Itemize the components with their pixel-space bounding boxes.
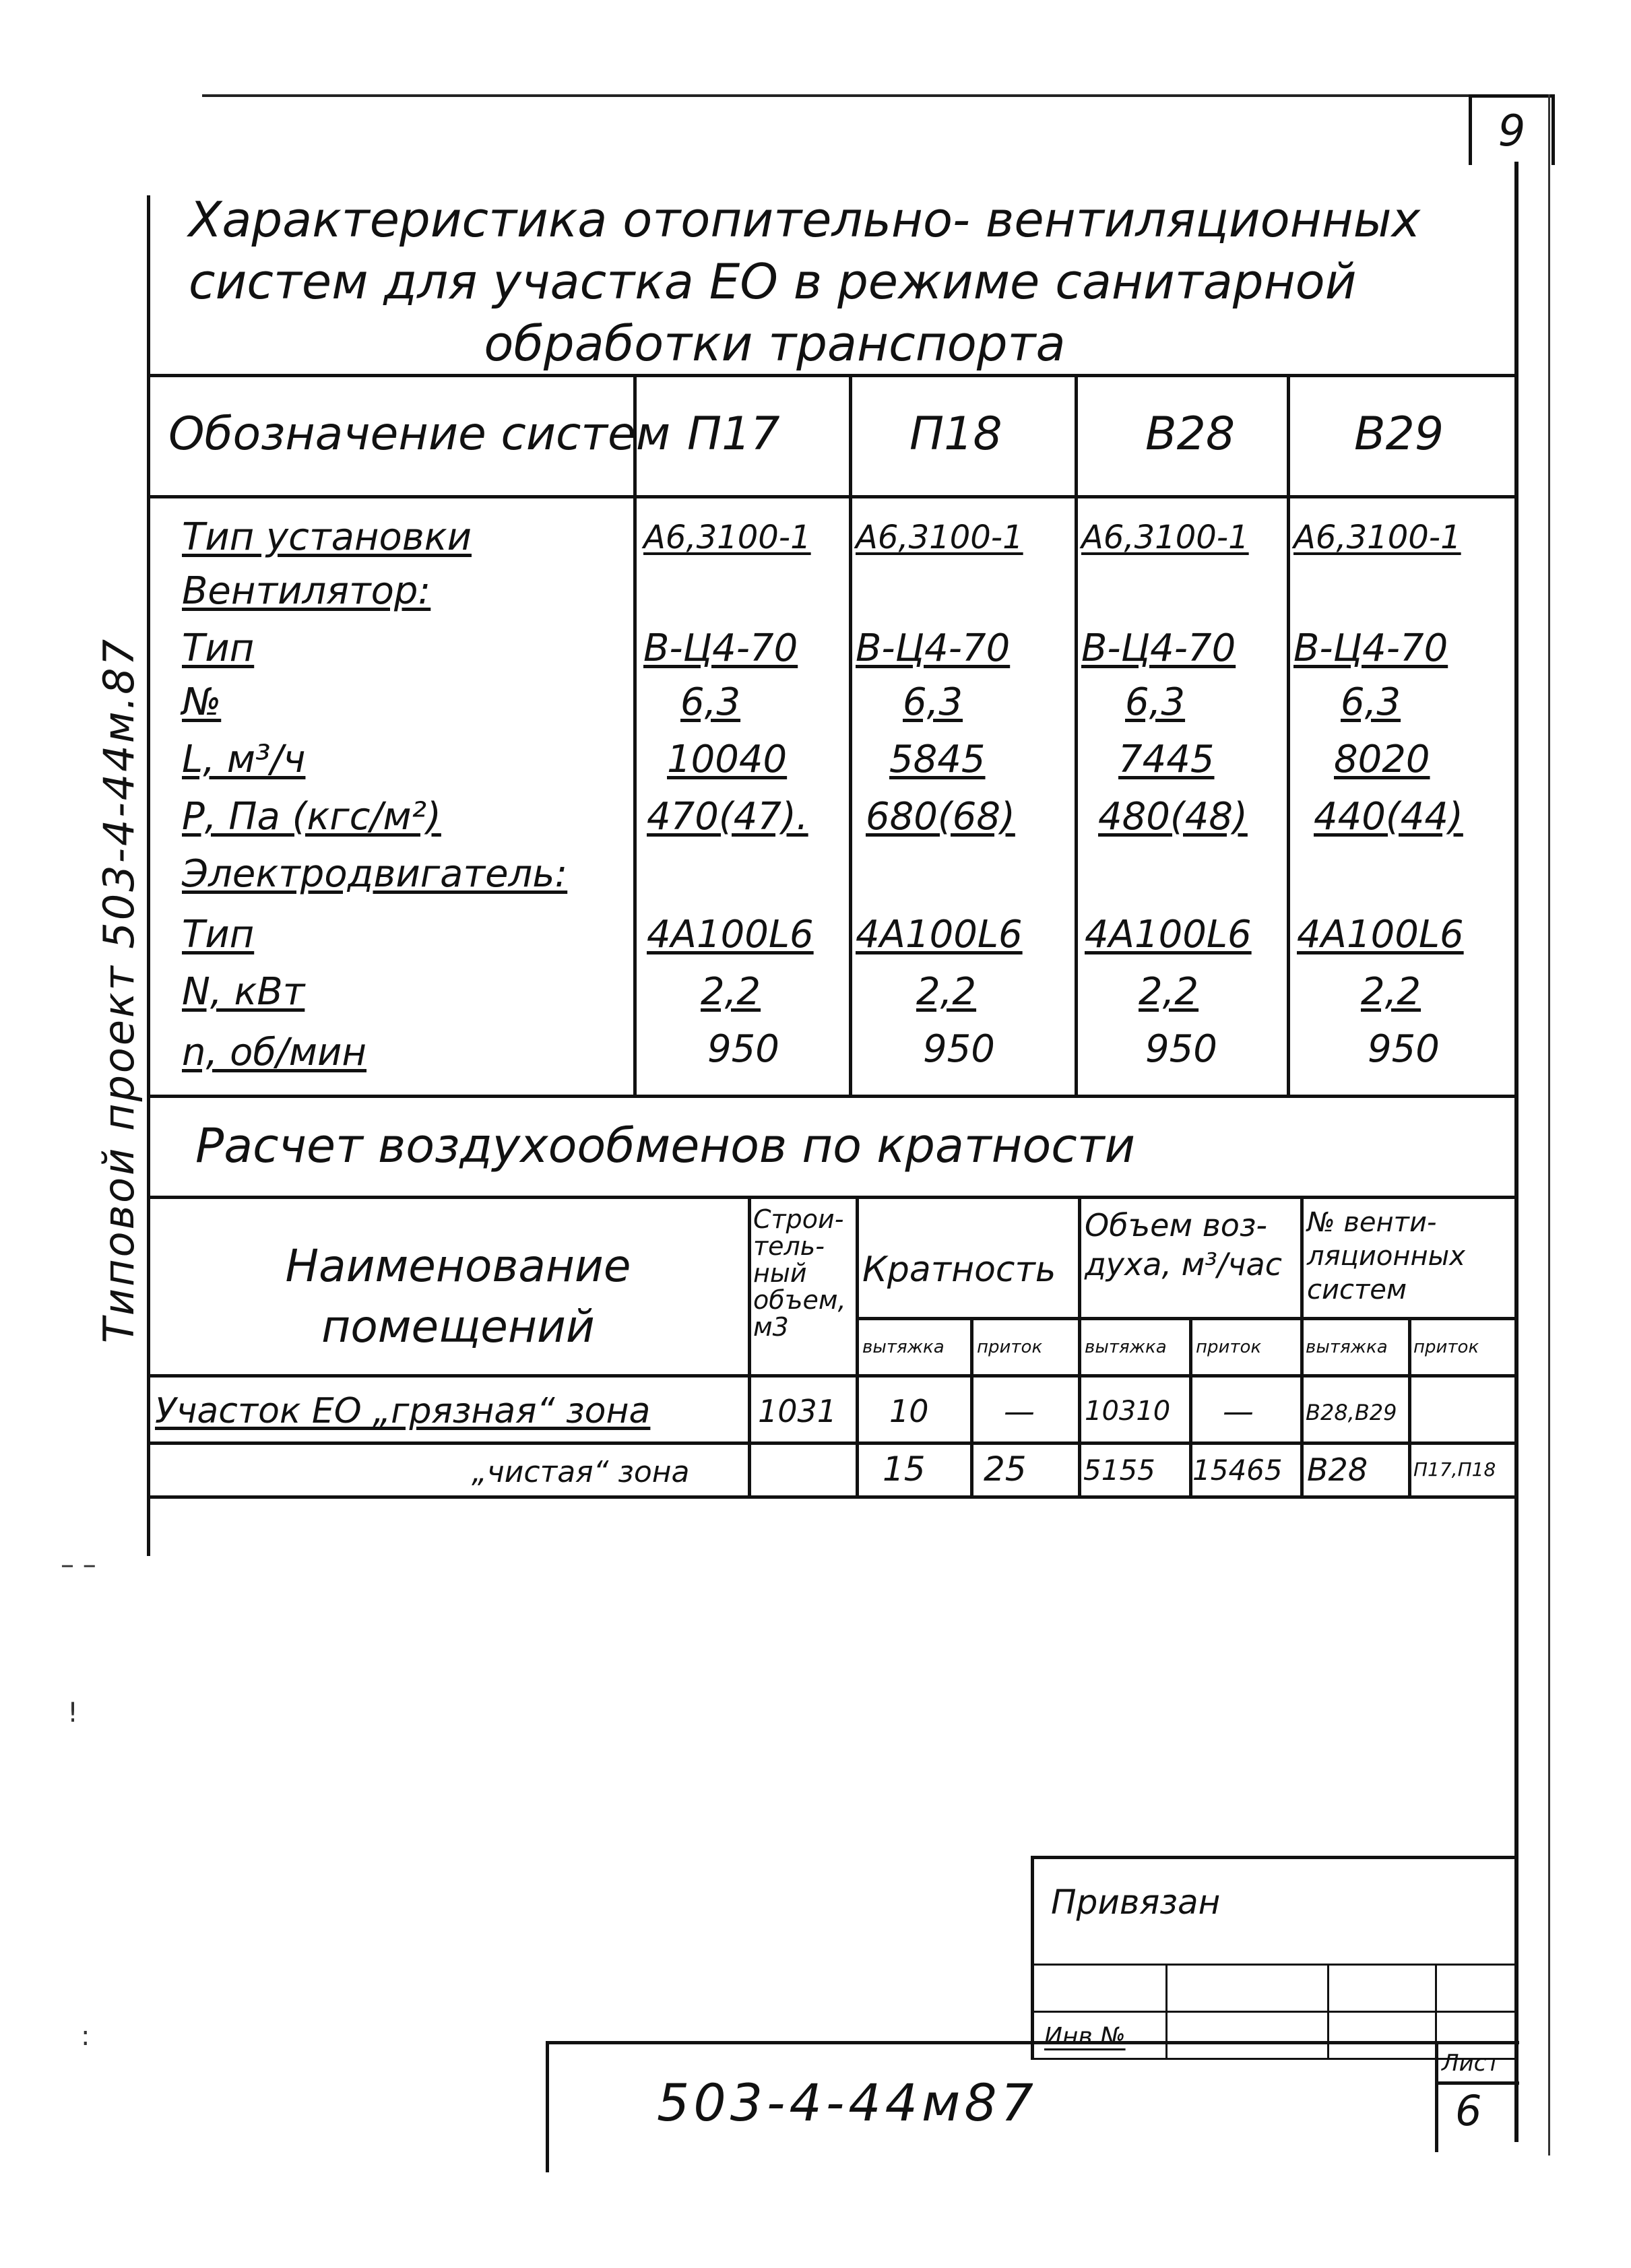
row-value: В-Ц4-70 [1081, 626, 1236, 670]
row-value: 2,2 [701, 970, 761, 1014]
top-border [202, 94, 1475, 97]
table-col-rule [1075, 374, 1078, 1095]
row-value: 6,3 [680, 680, 741, 724]
row-value: А6,3100-1 [1293, 519, 1461, 556]
volume-header: Строи-тель-ный объем, м3 [753, 1204, 846, 1342]
systems-header-label: Обозначение систем [168, 408, 671, 461]
outer-right-border [1548, 94, 1550, 2156]
row-value: 950 [923, 1027, 995, 1071]
page-number: 9 [1469, 94, 1555, 165]
row-label: Электродвигатель: [182, 852, 568, 896]
table-rule [856, 1317, 1518, 1320]
row-label: n, об/мин [182, 1031, 367, 1074]
mult-supply: 25 [984, 1450, 1027, 1489]
sys-exhaust: В28,В29 [1306, 1400, 1397, 1425]
system-no-header: № венти-ляционных систем [1307, 1207, 1465, 1305]
row-value: 10040 [667, 738, 788, 781]
row-value: 6,3 [1125, 680, 1186, 724]
row-label: Тип установки [182, 515, 472, 559]
margin-mark: ! [67, 1697, 79, 1728]
table-rule [147, 1374, 1518, 1378]
row-label: Вентилятор: [182, 569, 431, 613]
sheet-label: Лист [1442, 2050, 1500, 2077]
row-label: Тип [182, 913, 255, 957]
margin-mark: – – [61, 1549, 96, 1580]
table-col-rule [1300, 1196, 1304, 1495]
row-value: А6,3100-1 [856, 519, 1023, 556]
air-exhaust: 5155 [1083, 1454, 1155, 1487]
title-line: обработки транспорта [484, 315, 1066, 372]
row-value: 950 [707, 1027, 779, 1071]
row-value: 6,3 [903, 680, 963, 724]
stamp-rule [1031, 1856, 1514, 1859]
system-column-v28: В28 [1145, 408, 1236, 461]
row-value: 680(68) [866, 795, 1015, 839]
row-value: 6,3 [1341, 680, 1401, 724]
air-supply: 15465 [1192, 1454, 1283, 1487]
system-column-p17: П17 [687, 408, 780, 461]
table-col-rule [1287, 374, 1290, 1095]
row-value: 2,2 [1139, 970, 1199, 1014]
row-value: 470(47). [647, 795, 808, 839]
table-rule [147, 495, 1518, 498]
stamp-rule [1031, 1964, 1514, 1966]
margin-mark: : [81, 2021, 90, 2052]
row-value: 4А100L6 [647, 913, 814, 957]
exchange-title: Расчет воздухообменов по кратности [195, 1118, 1135, 1173]
document-title [189, 189, 1482, 375]
sheet-number: 6 [1455, 2086, 1482, 2135]
side-project-label: Типовой проект 503-4-44м.87 [94, 637, 143, 1344]
system-column-v29: В29 [1354, 408, 1444, 461]
row-label: N, кВт [182, 970, 305, 1014]
stamp-rule [1435, 2081, 1519, 2085]
row-value: 480(48) [1098, 795, 1248, 839]
table-col-rule [1408, 1317, 1411, 1495]
row-label: № [182, 680, 222, 724]
table-rule [147, 374, 1518, 377]
exhaust-subheader: вытяжка [862, 1337, 945, 1357]
inventory-number-label: Инв № [1044, 2023, 1126, 2050]
title-line: Характеристика отопительно- вентиляционных [189, 191, 1421, 248]
multiplicity-header: Кратность [862, 1250, 1056, 1290]
exhaust-subheader: вытяжка [1085, 1337, 1167, 1357]
table-col-rule [1078, 1196, 1081, 1495]
supply-subheader: приток [1413, 1337, 1479, 1357]
row-value: 4А100L6 [856, 913, 1023, 957]
supply-subheader: приток [977, 1337, 1043, 1357]
stamp-rule [1031, 1856, 1034, 2058]
row-value: В-Ц4-70 [1293, 626, 1448, 670]
row-value: 7445 [1118, 738, 1215, 781]
title-block [546, 2041, 1519, 2172]
row-label: Р, Па (кгс/м²) [182, 795, 441, 839]
row-value: 950 [1368, 1027, 1440, 1071]
table-rule [147, 1495, 1518, 1499]
right-border [1514, 162, 1518, 2142]
row-value: А6,3100-1 [643, 519, 811, 556]
row-value: 950 [1145, 1027, 1217, 1071]
row-value: 4А100L6 [1297, 913, 1464, 957]
room-volume: 1031 [758, 1393, 837, 1429]
sys-exhaust: В28 [1307, 1452, 1368, 1488]
title-line: систем для участка ЕО в режиме санитарной [189, 253, 1357, 310]
row-value: 2,2 [916, 970, 977, 1014]
sys-supply: П17,П18 [1413, 1458, 1496, 1481]
air-supply: — [1223, 1393, 1254, 1429]
air-volume-header: Объем воз-духа, м³/час [1085, 1207, 1282, 1283]
table-col-rule [748, 1196, 751, 1495]
exhaust-subheader: вытяжка [1306, 1337, 1388, 1357]
table-col-rule [970, 1317, 973, 1495]
row-value: В-Ц4-70 [643, 626, 798, 670]
table-col-rule [633, 374, 637, 1095]
attached-label: Привязан [1051, 1883, 1221, 1922]
row-value: В-Ц4-70 [856, 626, 1011, 670]
table-rule [147, 1196, 1518, 1199]
room-name-header: Наименование помещений [285, 1240, 631, 1353]
supply-subheader: приток [1196, 1337, 1262, 1357]
table-col-rule [849, 374, 852, 1095]
row-label: L, м³/ч [182, 738, 306, 781]
row-value: 4А100L6 [1085, 913, 1252, 957]
system-column-p18: П18 [909, 408, 1002, 461]
stamp-rule [1435, 2044, 1438, 2152]
mult-supply: — [1004, 1393, 1035, 1429]
air-exhaust: 10310 [1085, 1396, 1171, 1427]
table-col-rule [856, 1196, 859, 1495]
table-rule [147, 1095, 1518, 1098]
row-value: А6,3100-1 [1081, 519, 1249, 556]
mult-exhaust: 10 [889, 1393, 929, 1429]
row-value: 440(44) [1314, 795, 1463, 839]
table-rule [147, 1441, 1518, 1445]
row-label: Тип [182, 626, 255, 670]
mult-exhaust: 15 [883, 1450, 926, 1489]
document-code: 503-4-44м87 [657, 2073, 1038, 2133]
row-value: 5845 [889, 738, 986, 781]
room-name: „чистая“ зона [472, 1455, 690, 1489]
room-name: Участок ЕО „грязная“ зона [155, 1391, 651, 1431]
row-value: 2,2 [1361, 970, 1421, 1014]
row-value: 8020 [1334, 738, 1430, 781]
stamp-rule [1031, 2011, 1514, 2013]
